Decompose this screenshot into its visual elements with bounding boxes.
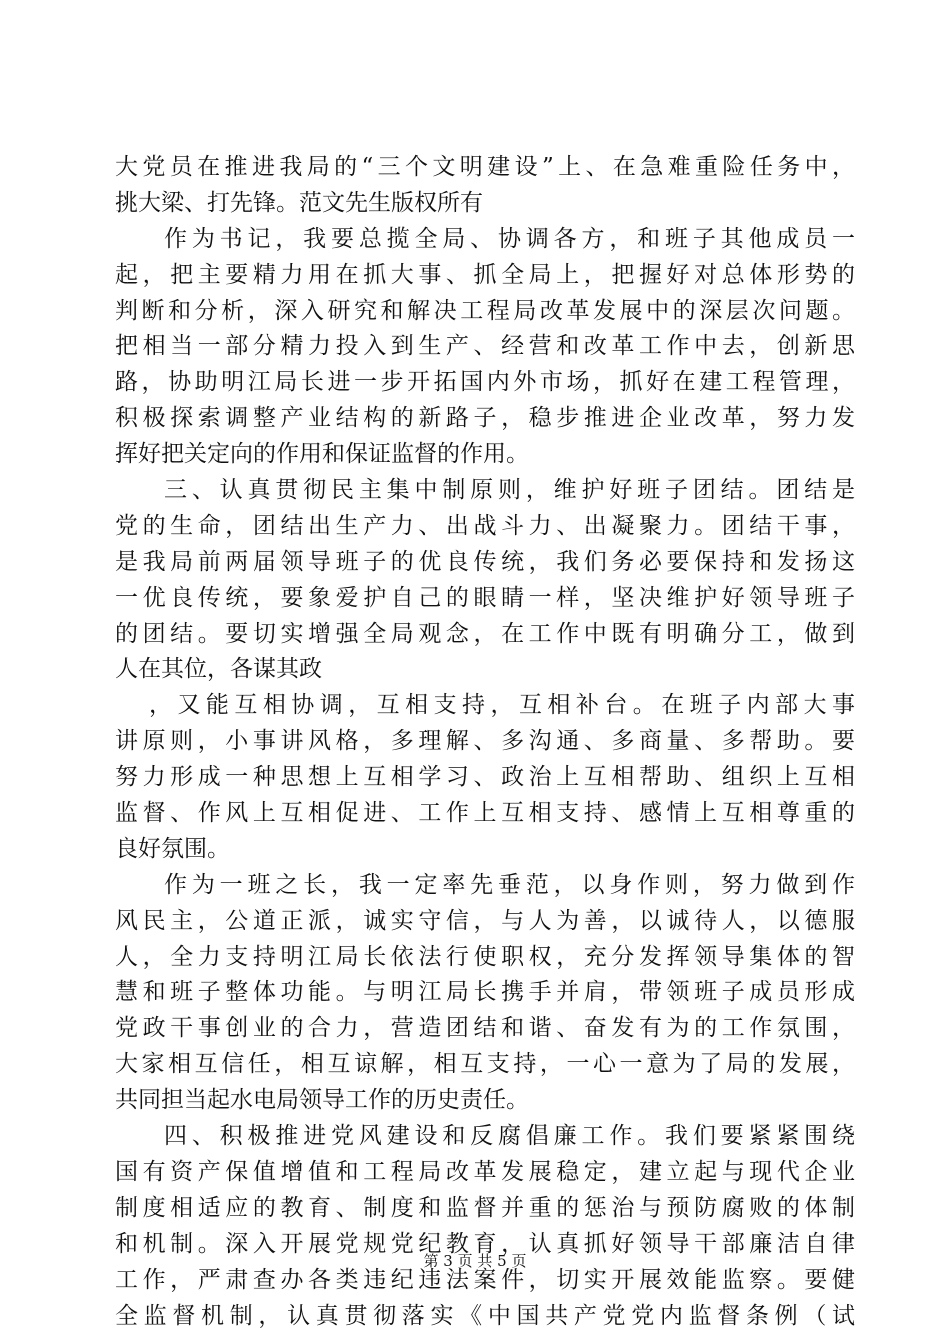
text-line: 努力形成一种思想上互相学习、政治上互相帮助、组织上互相 [115,764,855,791]
text-line: 三、认真贯彻民主集中制原则，维护好班子团结。团结是 [164,477,855,504]
text-line: 把相当一部分精力投入到生产、经营和改革工作中去，创新思 [115,333,855,360]
text-line: 国有资产保值增值和工程局改革发展稳定，建立起与现代企业 [115,1158,855,1185]
text-line: 起，把主要精力用在抓大事、抓全局上，把握好对总体形势的 [115,261,855,288]
text-line: 良好氛围。 [115,835,230,862]
text-line: ，又能互相协调，互相支持，互相补台。在班子内部大事 [149,692,855,719]
text-line: 四、积极推进党风建设和反腐倡廉工作。我们要紧紧围绕 [164,1123,855,1150]
page-footer: 第 3 页 共 5 页 [423,1252,527,1270]
text-line: 慧和班子整体功能。与明江局长携手并肩，带领班子成员形成 [115,979,855,1006]
text-line: 讲原则，小事讲风格，多理解、多沟通、多商量、多帮助。要 [115,728,855,755]
document-body [115,150,855,1334]
text-line: 的团结。要切实增强全局观念，在工作中既有明确分工，做到 [115,620,855,647]
text-line: 作为一班之长，我一定率先垂范，以身作则，努力做到作 [164,871,855,898]
text-line: 一优良传统，要象爱护自己的眼睛一样，坚决维护好领导班子 [115,584,855,611]
text-line: 工作，严肃查办各类违纪违法案件，切实开展效能监察。要健 [115,1266,855,1293]
text-line: 共同担当起水电局领导工作的历史责任。 [115,1087,529,1114]
text-line: 制度相适应的教育、制度和监督并重的惩治与预防腐败的体制 [115,1194,855,1221]
text-line: 和机制。深入开展党规党纪教育，认真抓好领导干部廉洁自律 [115,1230,855,1257]
text-line: 风民主，公道正派，诚实守信，与人为善，以诚待人，以德服 [115,907,855,934]
text-line: 人，全力支持明江局长依法行使职权，充分发挥领导集体的智 [115,943,855,970]
text-line: 积极探索调整产业结构的新路子，稳步推进企业改革，努力发 [115,405,855,432]
text-line: 大党员在推进我局的“三个文明建设”上、在急难重险任务中， [115,154,855,180]
text-line: 大家相互信任，相互谅解，相互支持，一心一意为了局的发展， [115,1051,855,1078]
text-line: 作为书记，我要总揽全局、协调各方，和班子其他成员一 [164,225,855,252]
text-line: 路，协助明江局长进一步开拓国内外市场，抓好在建工程管理， [115,369,855,396]
text-line: 全监督机制，认真贯彻落实《中国共产党党内监督条例（试 [115,1302,855,1329]
text-line: 是我局前两届领导班子的优良传统，我们务必要保持和发扬这 [115,548,855,575]
text-line: 挥好把关定向的作用和保证监督的作用。 [115,441,529,468]
text-line: 判断和分析，深入研究和解决工程局改革发展中的深层次问题。 [115,297,855,324]
text-line: 人在其位，各谋其政 [115,656,322,683]
text-line: 挑大梁、打先锋。范文先生版权所有 [115,189,483,216]
text-line: 党政干事创业的合力，营造团结和谐、奋发有为的工作氛围， [115,1015,855,1042]
text-line: 党的生命，团结出生产力、出战斗力、出凝聚力。团结干事， [115,512,855,539]
text-line: 监督、作风上互相促进、工作上互相支持、感情上互相尊重的 [115,800,855,827]
